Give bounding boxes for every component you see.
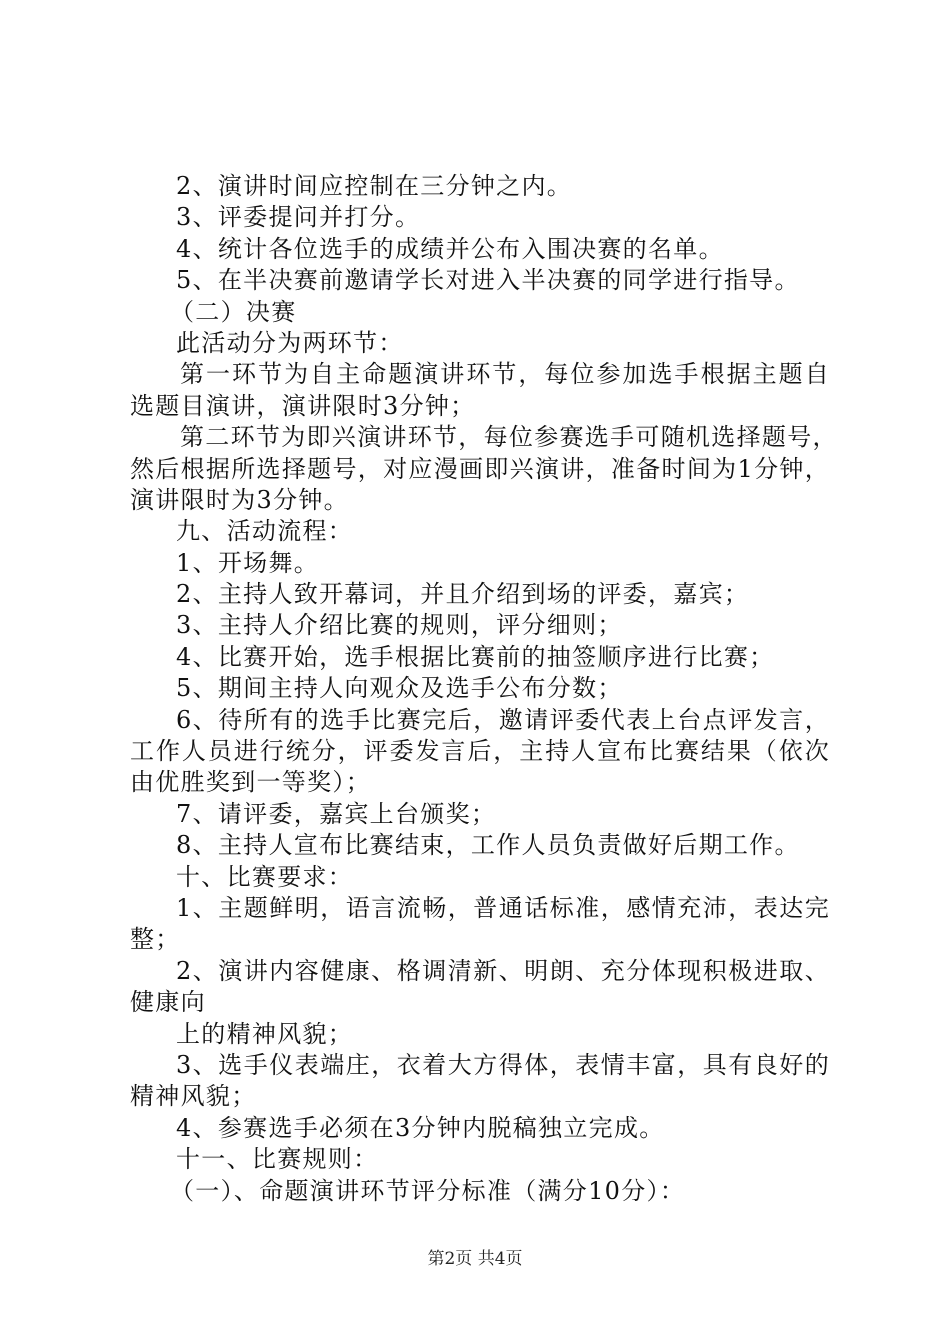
section-heading: 十、比赛要求： <box>176 862 354 891</box>
text-line: 精神风貌； <box>130 1082 257 1111</box>
text-line: 4、参赛选手必须在3分钟内脱稿独立完成。 <box>176 1113 665 1142</box>
text-line: 由优胜奖到一等奖）； <box>130 768 371 797</box>
text-line: 3、选手仪表端庄，衣着大方得体，表情丰富，具有良好的 <box>176 1050 830 1079</box>
text-line: 1、开场舞。 <box>176 548 320 577</box>
text-line: 5、在半决赛前邀请学长对进入半决赛的同学进行指导。 <box>176 266 800 295</box>
text-line: 健康向 <box>130 988 206 1017</box>
text-line: 8、主持人宣布比赛结束，工作人员负责做好后期工作。 <box>176 831 800 860</box>
section-heading: 十一、比赛规则： <box>176 1145 379 1174</box>
text-line: 3、主持人介绍比赛的规则，评分细则； <box>176 611 623 640</box>
text-line: 然后根据所选择题号，对应漫画即兴演讲，准备时间为1分钟， <box>130 454 830 483</box>
text-line: 演讲限时为3分钟。 <box>130 485 349 514</box>
text-line: 6、待所有的选手比赛完后，邀请评委代表上台点评发言， <box>176 705 830 734</box>
text-line: 1、主题鲜明，语言流畅，普通话标准，感情充沛，表达完 <box>176 893 830 922</box>
subsection-heading: （一）、命题演讲环节评分标准（满分10分）： <box>170 1176 686 1205</box>
text-line: 2、主持人致开幕词，并且介绍到场的评委，嘉宾； <box>176 580 750 609</box>
text-line: 选题目演讲，演讲限时3分钟； <box>130 391 476 420</box>
text-line: 工作人员进行统分，评委发言后，主持人宣布比赛结果（依次 <box>130 737 830 766</box>
text-line: 3、评委提问并打分。 <box>176 203 421 232</box>
section-heading: 九、活动流程： <box>176 517 354 546</box>
text-line: 第一环节为自主命题演讲环节，每位参加选手根据主题自 <box>180 360 830 389</box>
text-line: 2、演讲内容健康、格调清新、明朗、充分体现积极进取、 <box>176 956 830 985</box>
text-line: 上的精神风貌； <box>176 1019 354 1048</box>
text-line: 7、请评委，嘉宾上台颁奖； <box>176 799 497 828</box>
text-line: 5、期间主持人向观众及选手公布分数； <box>176 674 623 703</box>
text-line: 4、统计各位选手的成绩并公布入围决赛的名单。 <box>176 234 724 263</box>
text-line: 整； <box>130 925 181 954</box>
text-line: 此活动分为两环节： <box>176 328 404 357</box>
page-number-footer: 第2页 共4页 <box>427 1249 523 1269</box>
document-body <box>130 171 838 1207</box>
text-line: 第二环节为即兴演讲环节，每位参赛选手可随机选择题号， <box>180 423 838 452</box>
section-heading: （二）决赛 <box>170 297 297 326</box>
text-line: 4、比赛开始，选手根据比赛前的抽签顺序进行比赛； <box>176 642 775 671</box>
text-line: 2、演讲时间应控制在三分钟之内。 <box>176 172 573 200</box>
